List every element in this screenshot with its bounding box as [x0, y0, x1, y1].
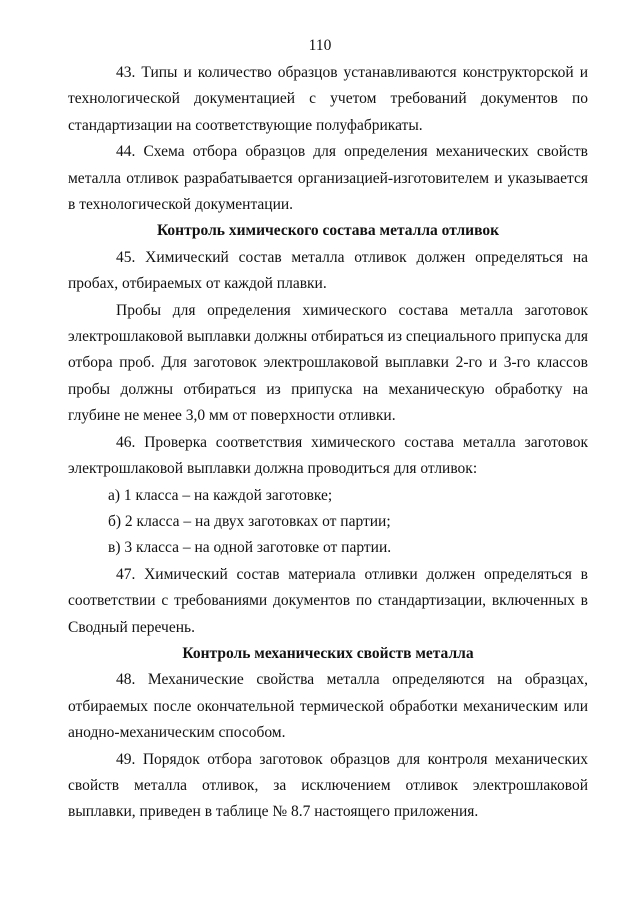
section-heading-chemical: Контроль химического состава металла отливок — [156, 222, 500, 240]
paragraph-43: 43. Типы и количество образцов устанавливаются конструкторской и технологической документацией с учетом требований документов по стандартизации на соответствующие полуфабрикаты. — [68, 64, 588, 134]
section-heading-mechanical: Контроль механических свойств металла — [182, 644, 474, 662]
page-number: 110 — [308, 37, 332, 54]
list-item-v: в) 3 класса – на одной заготовке от партии. — [108, 539, 392, 557]
paragraph-48: 48. Механические свойства металла определяются на образцах, отбираемых после окончательной термической обработки механическим или анодно-механическим способом. — [68, 671, 588, 742]
page-body — [68, 60, 588, 826]
list-item-a: а) 1 класса – на каждой заготовке; — [108, 486, 333, 504]
paragraph-45: 45. Химический состав металла отливок должен определяться на пробах, отбираемых от каждой плавки. — [68, 248, 588, 293]
paragraph-44: 44. Схема отбора образцов для определения механических свойств металла отливок разрабатывается организацией-изготовителем и указывается в технологической документации. — [68, 143, 588, 214]
list-item-b: б) 2 класса – на двух заготовках от партии; — [108, 512, 391, 530]
paragraph-samples: Пробы для определения химического состава металла заготовок электрошлаковой выплавки должны отбираться из специального припуска для отбора проб. Для заготовок электрошлаковой выплавки 2-го и 3-го классов пробы должны отбираться из припуска на механическую обработку на глубине не менее 3,0 мм от поверхности отливки. — [68, 301, 588, 425]
paragraph-46: 46. Проверка соответствия химического состава металла заготовок электрошлаковой выплавки должна проводиться для отливок: — [68, 433, 588, 478]
paragraph-47: 47. Химический состав материала отливки должен определяться в соответствии с требованиями документов по стандартизации, включенных в Сводный перечень. — [68, 565, 588, 636]
paragraph-49: 49. Порядок отбора заготовок образцов для контроля механических свойств металла отливок, за исключением отливок электрошлаковой выплавки, приведен в таблице № 8.7 настоящего приложения. — [68, 750, 588, 821]
